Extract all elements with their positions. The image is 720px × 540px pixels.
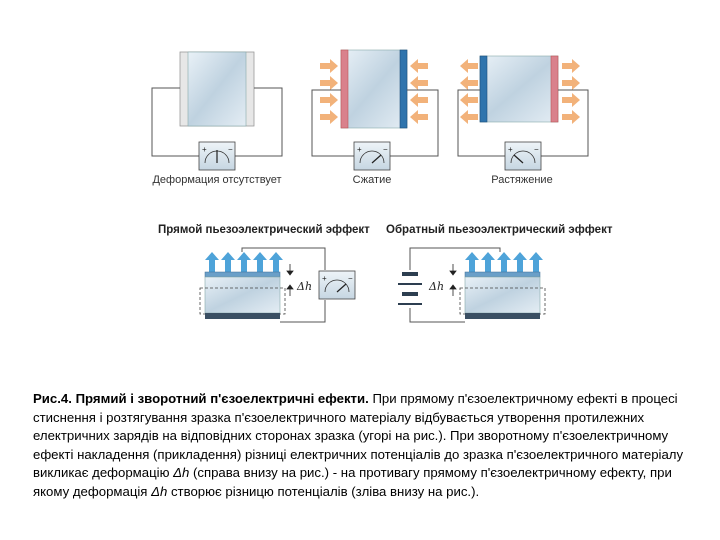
compression-arrows-right [410,59,428,124]
svg-text:+: + [357,145,362,154]
panel-no-deformation [152,52,282,186]
battery-icon [398,272,422,305]
svg-text:+: + [202,145,207,154]
delta-h-label: Δh [429,280,445,293]
svg-text:−: − [383,145,388,154]
panel-inverse-effect [398,248,545,322]
caption-title: Рис.4. Прямий і зворотний п'єзоелектричні ефекти. [33,391,369,406]
caption-text-2: (справа внизу на рис.) - на противагу прямому п'єзоелектричному ефекту, при якому деформація [33,465,672,499]
voltmeter-icon [319,271,355,299]
up-arrows [465,252,543,272]
voltmeter-icon [354,142,390,170]
panel-tension [458,56,588,186]
figure-caption [33,390,693,501]
voltmeter-icon [505,142,541,170]
delta-h-label: Δh [297,280,313,293]
svg-text:−: − [348,274,353,283]
delta-h-marker [287,264,293,296]
svg-text:+: + [508,145,513,154]
svg-text:−: − [534,145,539,154]
tension-arrows-right [562,59,580,124]
label-no-deformation: Деформация отсутствует [152,174,282,186]
delta-h-marker [450,264,456,296]
panel-compression [312,50,438,186]
caption-dh-2: Δh [151,483,168,499]
voltmeter-icon [199,142,235,170]
caption-text-1: При прямому п'єзоелектричному ефекті в процесі стиснення і розтягування зразка п'єзоелектричного матеріалу відбувається утворення протилежних електричних зарядів на відповідних сторонах зразка (угорі на рис.). При зворотному п'єзоелектричному ефекті накладення (прикладення) різниці електричних потенціалів до зразка п'єзоелектричного матеріалу викликає деформацію [33,391,684,480]
label-compression: Сжатие [352,174,392,186]
tension-arrows-left [460,59,478,124]
label-tension: Растяжение [491,174,553,186]
caption-text-3: створює різницю потенціалів (зліва внизу на рис.). [167,483,480,499]
panel-direct-effect [200,248,355,322]
negative-plate [400,50,407,128]
up-arrows [205,252,283,272]
header-inverse-effect: Обратный пьезоэлектрический эффект [386,224,613,236]
positive-plate [341,50,348,128]
negative-plate [480,56,487,122]
svg-text:+: + [322,274,327,283]
compression-arrows-left [320,59,338,124]
svg-text:−: − [228,145,233,154]
positive-plate [551,56,558,122]
caption-dh-1: Δh [173,465,190,480]
header-direct-effect: Прямой пьезоэлектрический эффект [158,224,370,236]
